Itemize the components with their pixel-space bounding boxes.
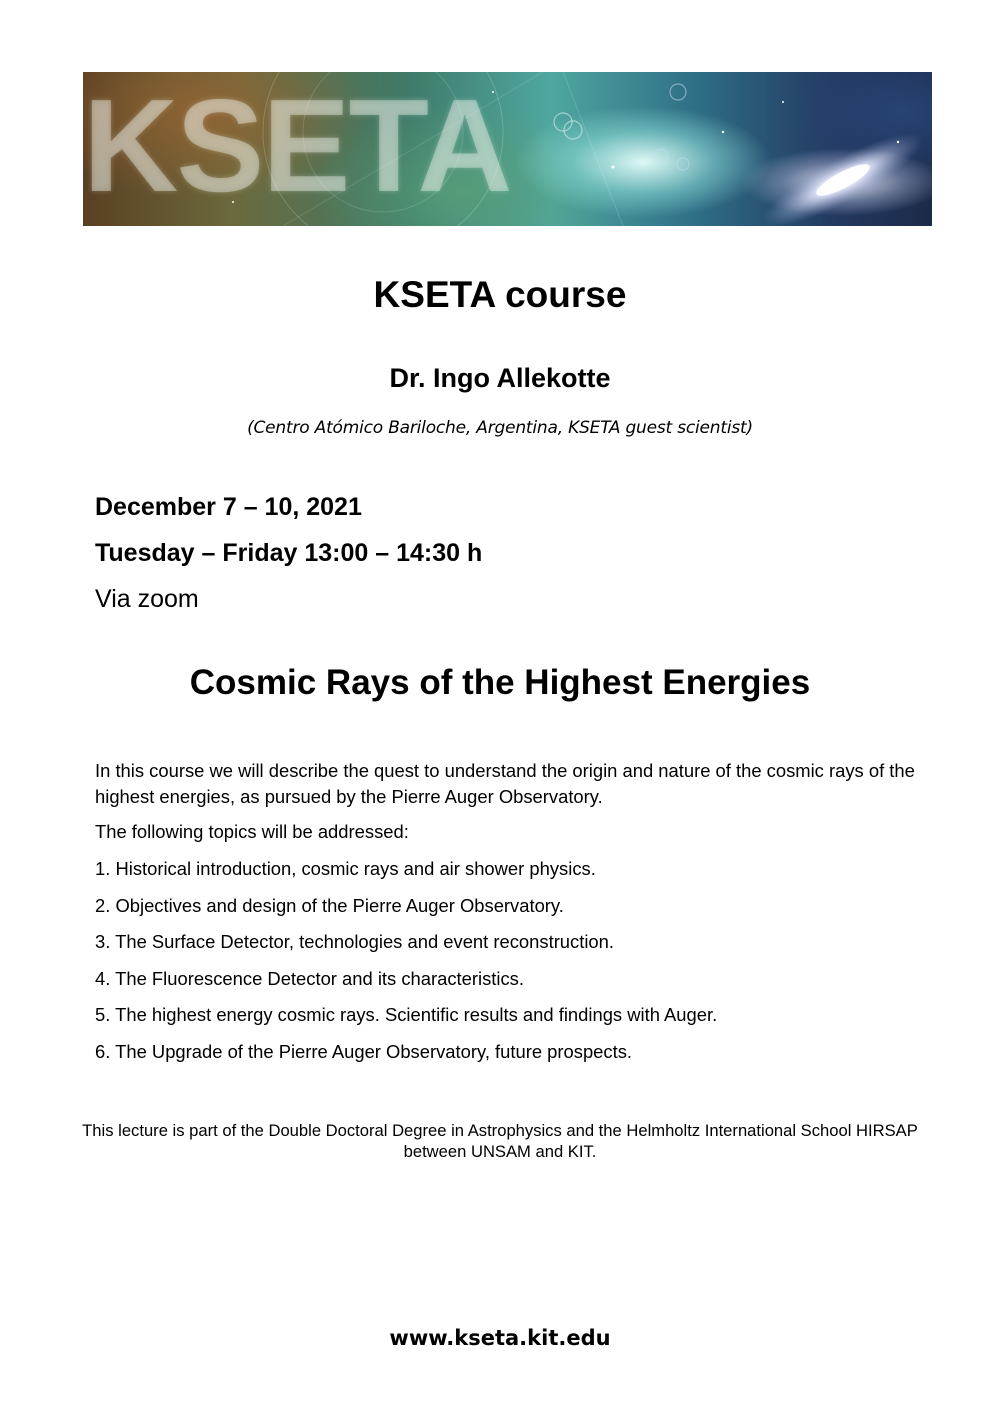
topics-heading: The following topics will be addressed: [95,821,409,842]
topic-item: 5. The highest energy cosmic rays. Scientific results and findings with Auger. [95,1004,718,1026]
topic-item: 3. The Surface Detector, technologies and event reconstruction. [95,931,614,953]
website-link[interactable]: www.kseta.kit.edu [389,1326,611,1350]
topic-item: 1. Historical introduction, cosmic rays and air shower physics. [95,858,596,879]
kseta-banner-image [83,72,932,226]
course-dates: December 7 – 10, 2021 [95,493,362,521]
footer-note: This lecture is part of the Double Doctoral Degree in Astrophysics and the Helmholtz International School HIRSAP between UNSAM and KIT. [82,1121,918,1161]
course-time: Tuesday – Friday 13:00 – 14:30 h [95,539,483,567]
course-intro: In this course we will describe the quest to understand the origin and nature of the cosmic rays of the highest energies, as pursued by the Pierre Auger Observatory. [95,760,915,807]
page-title: KSETA course [373,274,627,315]
course-title: Cosmic Rays of the Highest Energies [189,663,811,702]
topic-list [95,856,717,1076]
topic-item: 6. The Upgrade of the Pierre Auger Observatory, future prospects. [95,1040,633,1062]
topic-item: 2. Objectives and design of the Pierre Auger Observatory. [95,894,564,916]
speaker-name: Dr. Ingo Allekotte [389,363,611,393]
topic-item: 4. The Fluorescence Detector and its characteristics. [95,967,524,989]
banner-logo-text: KSETA [83,72,511,219]
speaker-affiliation: (Centro Atómico Bariloche, Argentina, KSETA guest scientist) [247,418,753,438]
course-venue: Via zoom [95,585,199,613]
